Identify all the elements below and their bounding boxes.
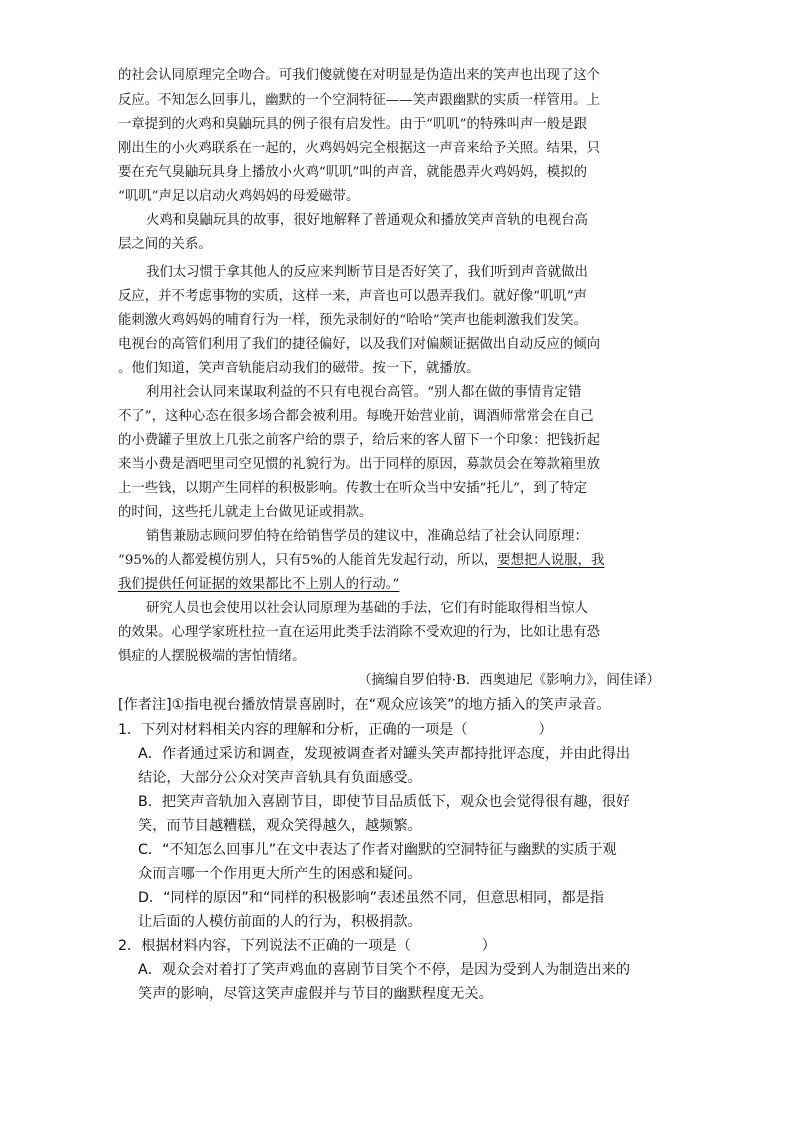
passage-line: 一章提到的火鸡和臭鼬玩具的例子很有启发性。由于“叽叽”的特殊叫声一般是跟 (118, 117, 587, 132)
passage-line: 的社会认同原理完全吻合。可我们傻就傻在对明显是伪造出来的笑声也出现了这个 (118, 68, 601, 83)
passage-line: 火鸡和臭鼬玩具的故事，很好地解释了普通观众和播放笑声音轨的电视台高 (146, 213, 588, 228)
quote-underlined: 要想把人说服，我 (497, 553, 605, 568)
passage-line: 反应。不知怎么回事儿，幽默的一个空洞特征——笑声跟幽默的实质一样管用。上 (118, 93, 601, 108)
question-1-option-b: 笑，而节目越糟糕，观众笑得越久，越频繁。 (138, 818, 422, 834)
passage-line: 反应，并不考虑事物的实质，这样一来，声音也可以愚弄我们。就好像“叽叽”声 (118, 289, 587, 304)
question-1-option-d: D．“同样的原因”和“同样的积极影响”表述虽然不同，但意思相同，都是指 (138, 890, 604, 906)
passage-line: 的时间，这些托儿就走上台做见证或捐款。 (118, 505, 373, 520)
passage-line: 销售兼励志顾问罗伯特在给销售学员的建议中，准确总结了社会认同原理： (146, 529, 588, 544)
passage-line: 来当小费是酒吧里司空见惯的礼貌行为。出于同样的原因，募款员会在筹款箱里放 (118, 457, 601, 472)
passage-line: 层之间的关系。 (118, 237, 212, 252)
question-1-option-d: 让后面的人模仿前面的人的行为，积极捐款。 (138, 914, 422, 930)
quote-line-underlined: 我们提供任何证据的效果都比不上别人的行动。” (118, 577, 400, 592)
question-1-option-a: 结论，大部分公众对笑声音轨具有负面感受。 (138, 770, 422, 786)
author-note: [作者注]①指电视台播放情景喜剧时，在“观众应该笑”的地方插入的笑声录音。 (118, 697, 611, 713)
quote-text: “95%的人都爱模仿别人，只有5%的人能首先发起行动，所以， (118, 553, 498, 568)
passage-line: 利用社会认同来谋取利益的不只有电视台高管。“别人都在做的事情肯定错 (146, 385, 582, 400)
passage-line: 我们太习惯于拿其他人的反应来判断节目是否好笑了，我们听到声音就做出 (146, 265, 588, 280)
source-citation: （摘编自罗伯特·B．西奥迪尼《影响力》，闾佳译） (358, 673, 660, 688)
question-1-stem: 1．下列对材料相关内容的理解和分析，正确的一项是（ ） (118, 722, 553, 738)
passage-line: 电视台的高管们利用了我们的捷径偏好，以及我们对偏颇证据做出自动反应的倾向 (118, 337, 601, 352)
passage-line: 的小费罐子里放上几张之前客户给的票子，给后来的客人留下一个印象：把钱折起 (118, 433, 601, 448)
passage-line: 的效果。心理学家班杜拉一直在运用此类手法消除不受欢迎的行为，比如让患有恐 (118, 625, 601, 640)
passage-line: 能刺激火鸡妈妈的哺育行为一样，预先录制好的“哈哈”笑声也能刺激我们发笑。 (118, 313, 587, 328)
passage-line: 研究人员也会使用以社会认同原理为基础的手法，它们有时能取得相当惊人 (146, 601, 588, 616)
quote-line (118, 553, 604, 569)
question-1-option-c: C．“不知怎么回事儿”在文中表达了作者对幽默的空洞特征与幽默的实质于观 (138, 842, 617, 858)
passage-line: 不了”，这种心态在很多场合都会被利用。每晚开始营业前，调酒师常常会在自己 (118, 409, 594, 424)
passage-line: 惧症的人摆脱极端的害怕情绪。 (118, 649, 306, 664)
question-1-option-c: 众而言哪一个作用更大所产生的困惑和疑问。 (138, 866, 422, 882)
question-2-option-a: A．观众会对着打了笑声鸡血的喜剧节目笑个不停，是因为受到人为制造出来的 (138, 962, 631, 978)
question-2-option-a: 笑声的影响，尽管这笑声虚假并与节目的幽默程度无关。 (138, 986, 493, 1002)
question-2-stem: 2．根据材料内容，下列说法不正确的一项是（ ） (118, 938, 496, 954)
passage-line: 。他们知道，笑声音轨能启动我们的磁带。按一下，就播放。 (118, 361, 480, 376)
passage-line: 上一些钱，以期产生同样的积极影响。传教士在听众当中安插“托儿”，到了特定 (118, 481, 587, 496)
question-1-option-a: A．作者通过采访和调查，发现被调查者对罐头笑声都持批评态度，并由此得出 (138, 746, 631, 762)
passage-line: 要在充气臭鼬玩具身上播放小火鸡“叽叽”叫的声音，就能愚弄火鸡妈妈，模拟的 (118, 165, 587, 180)
passage-line: 刚出生的小火鸡联系在一起的，火鸡妈妈完全根据这一声音来给予关照。结果，只 (118, 141, 601, 156)
passage-line: “叽叽”声足以启动火鸡妈妈的母爱磁带。 (118, 189, 360, 204)
question-1-option-b: B．把笑声音轨加入喜剧节目，即使节目品质低下，观众也会觉得很有趣，很好 (138, 794, 631, 810)
